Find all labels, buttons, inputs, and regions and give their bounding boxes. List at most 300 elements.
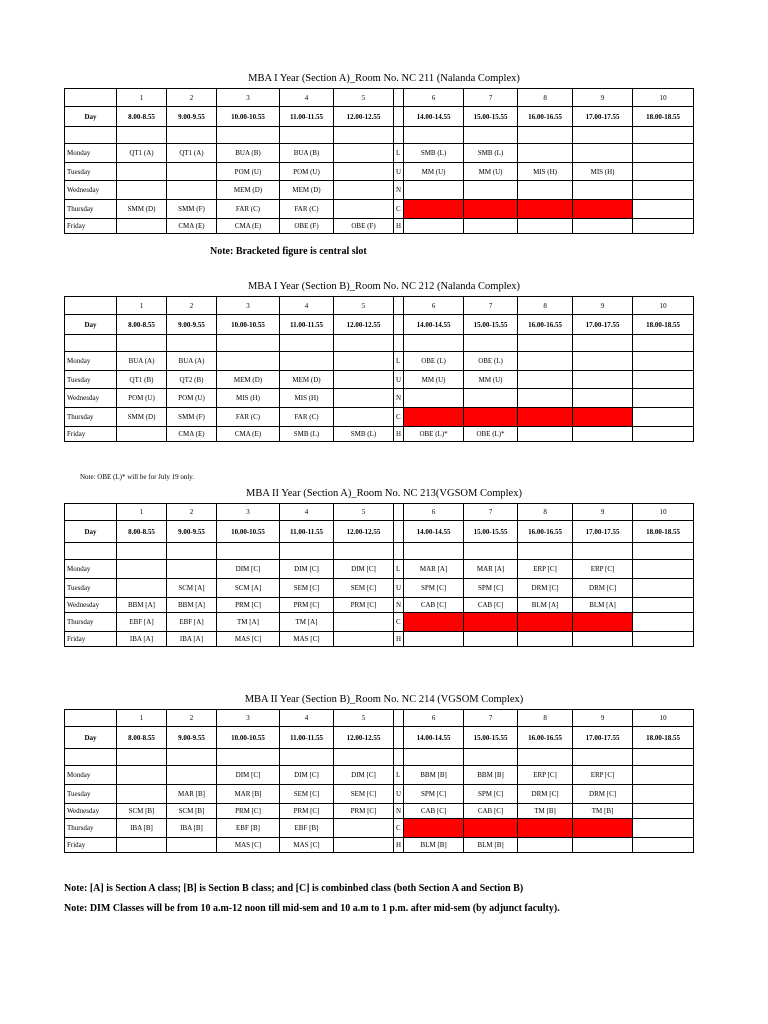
schedule-title: MBA II Year (Section B)_Room No. NC 214 (VGSOM Complex) [244, 694, 524, 705]
day-name-cell: Wednesday [65, 181, 117, 200]
class-cell: BUA (A) [117, 352, 167, 371]
class-cell [633, 219, 694, 234]
empty-cell [280, 543, 334, 560]
class-cell: MIS (H) [573, 163, 633, 181]
section-legend-note: Note: [A] is Section A class; [B] is Section B class; and [C] is combinbed class (both Section A and Section B) [64, 883, 524, 894]
empty-cell [117, 749, 167, 766]
empty-cell [404, 335, 464, 352]
class-cell: ERP [C] [518, 766, 573, 785]
class-cell [167, 181, 217, 200]
empty-cell [65, 127, 117, 144]
time-slot-cell: 9.00-9.55 [167, 315, 217, 335]
period-number-cell: 9 [573, 710, 633, 727]
class-cell: SCM [B] [167, 804, 217, 819]
class-cell: DRM [C] [518, 579, 573, 598]
class-cell: QT2 (B) [167, 371, 217, 389]
empty-cell [394, 127, 404, 144]
class-cell: POM (U) [217, 163, 280, 181]
class-cell: DIM [C] [280, 766, 334, 785]
time-slot-cell [394, 521, 404, 543]
empty-cell [217, 335, 280, 352]
time-slot-row [65, 315, 694, 335]
class-cell [334, 819, 394, 838]
time-slot-cell: 17.00-17.55 [573, 315, 633, 335]
class-cell [334, 838, 394, 853]
class-cell: MIS (H) [217, 389, 280, 408]
period-number-cell: 4 [280, 89, 334, 107]
time-slot-cell: 16.00-16.55 [518, 727, 573, 749]
period-number-cell: 1 [117, 297, 167, 315]
time-slot-cell: 18.00-18.55 [633, 727, 694, 749]
class-cell: SMM (F) [167, 200, 217, 219]
time-slot-cell: 18.00-18.55 [633, 521, 694, 543]
period-number-cell [394, 89, 404, 107]
class-cell [334, 632, 394, 647]
class-cell: IBA [A] [167, 632, 217, 647]
empty-cell [280, 335, 334, 352]
day-row [65, 819, 694, 838]
class-cell [167, 163, 217, 181]
class-cell: MEM (D) [280, 181, 334, 200]
class-cell: PRM [C] [280, 804, 334, 819]
time-slot-cell: 8.00-8.55 [117, 521, 167, 543]
time-slot-cell: 10.00-10.55 [217, 727, 280, 749]
blocked-slot-cell [404, 200, 464, 219]
class-cell: QT1 (A) [117, 144, 167, 163]
time-slot-cell: 12.00-12.55 [334, 521, 394, 543]
day-name-cell: Tuesday [65, 785, 117, 804]
day-row [65, 144, 694, 163]
period-number-cell: 9 [573, 297, 633, 315]
empty-cell [518, 335, 573, 352]
class-cell [334, 163, 394, 181]
class-cell: POM (U) [117, 389, 167, 408]
timetable [64, 88, 694, 234]
class-cell [518, 427, 573, 442]
period-number-cell: 6 [404, 710, 464, 727]
empty-cell [334, 335, 394, 352]
class-cell: MAR [A] [404, 560, 464, 579]
time-slot-cell: 17.00-17.55 [573, 521, 633, 543]
time-slot-cell: 9.00-9.55 [167, 107, 217, 127]
period-number-cell: 4 [280, 504, 334, 521]
day-row [65, 560, 694, 579]
class-cell: BLM [B] [464, 838, 518, 853]
class-cell: SEM [C] [334, 579, 394, 598]
period-number-cell: 1 [117, 504, 167, 521]
day-row [65, 181, 694, 200]
class-cell [334, 371, 394, 389]
time-slot-row [65, 727, 694, 749]
period-number-cell: 3 [217, 89, 280, 107]
class-cell: CMA (E) [167, 219, 217, 234]
class-cell: MM (U) [404, 371, 464, 389]
day-name-cell: Friday [65, 219, 117, 234]
empty-cell [404, 749, 464, 766]
class-cell [117, 219, 167, 234]
class-cell: DIM [C] [334, 560, 394, 579]
period-number-cell: 6 [404, 297, 464, 315]
class-cell [117, 838, 167, 853]
class-cell: SMB (L) [464, 144, 518, 163]
period-number-cell: 3 [217, 504, 280, 521]
class-cell [633, 352, 694, 371]
day-name-cell: Friday [65, 427, 117, 442]
lunch-letter-cell: H [394, 427, 404, 442]
period-number-cell: 8 [518, 710, 573, 727]
spacer-row [65, 127, 694, 144]
period-number-cell: 10 [633, 89, 694, 107]
class-cell: POM (U) [167, 389, 217, 408]
class-cell [633, 408, 694, 427]
class-cell: MAS [C] [280, 838, 334, 853]
class-cell: BUA (B) [217, 144, 280, 163]
class-cell: SMB (L) [334, 427, 394, 442]
class-cell: EBF [B] [280, 819, 334, 838]
period-number-row [65, 89, 694, 107]
class-cell: MAR [B] [217, 785, 280, 804]
empty-cell [394, 749, 404, 766]
time-slot-cell: 11.00-11.55 [280, 521, 334, 543]
day-row [65, 766, 694, 785]
class-cell: FAR (C) [280, 200, 334, 219]
class-cell: MM (U) [464, 371, 518, 389]
class-cell [633, 632, 694, 647]
empty-cell [167, 127, 217, 144]
class-cell [334, 144, 394, 163]
lunch-letter-cell: L [394, 766, 404, 785]
period-number-cell: 5 [334, 710, 394, 727]
period-number-cell: 2 [167, 710, 217, 727]
day-header-cell: Day [65, 521, 117, 543]
class-cell: BBM [B] [404, 766, 464, 785]
lunch-letter-cell: U [394, 785, 404, 804]
day-name-cell: Tuesday [65, 579, 117, 598]
class-cell: TM [A] [217, 613, 280, 632]
period-number-cell [394, 710, 404, 727]
blocked-slot-cell [573, 408, 633, 427]
class-cell [573, 144, 633, 163]
class-cell: IBA [A] [117, 632, 167, 647]
period-number-cell: 10 [633, 297, 694, 315]
class-cell: CMA (E) [217, 219, 280, 234]
class-cell [633, 163, 694, 181]
class-cell [167, 766, 217, 785]
class-cell: CAB [C] [464, 804, 518, 819]
class-cell [404, 181, 464, 200]
empty-cell [404, 127, 464, 144]
day-row [65, 632, 694, 647]
empty-cell [518, 749, 573, 766]
period-number-cell: 10 [633, 504, 694, 521]
class-cell [633, 838, 694, 853]
period-number-cell: 7 [464, 297, 518, 315]
class-cell: BUA (B) [280, 144, 334, 163]
class-cell: CAB [C] [464, 598, 518, 613]
period-number-cell [65, 297, 117, 315]
class-cell [117, 766, 167, 785]
class-cell: SCM [A] [217, 579, 280, 598]
class-cell: FAR (C) [280, 408, 334, 427]
class-cell [334, 613, 394, 632]
time-slot-cell: 11.00-11.55 [280, 727, 334, 749]
empty-cell [167, 335, 217, 352]
class-cell: TM [B] [518, 804, 573, 819]
period-number-cell: 10 [633, 710, 694, 727]
empty-cell [167, 543, 217, 560]
period-number-cell: 7 [464, 504, 518, 521]
class-cell [117, 560, 167, 579]
class-cell [633, 181, 694, 200]
class-cell [633, 598, 694, 613]
class-cell [464, 389, 518, 408]
timetable [64, 296, 694, 442]
empty-cell [464, 749, 518, 766]
class-cell [404, 632, 464, 647]
period-number-cell: 2 [167, 89, 217, 107]
period-number-cell: 5 [334, 89, 394, 107]
day-name-cell: Monday [65, 766, 117, 785]
class-cell: FAR (C) [217, 408, 280, 427]
period-number-row [65, 504, 694, 521]
day-row [65, 785, 694, 804]
day-row [65, 163, 694, 181]
class-cell: CMA (E) [217, 427, 280, 442]
period-number-cell: 4 [280, 710, 334, 727]
empty-cell [404, 543, 464, 560]
time-slot-cell: 15.00-15.55 [464, 107, 518, 127]
class-cell: OBE (F) [280, 219, 334, 234]
class-cell [573, 352, 633, 371]
class-cell: DIM [C] [334, 766, 394, 785]
time-slot-cell: 16.00-16.55 [518, 521, 573, 543]
class-cell [117, 579, 167, 598]
empty-cell [65, 749, 117, 766]
class-cell [117, 427, 167, 442]
period-number-cell [65, 710, 117, 727]
class-cell: MEM (D) [217, 371, 280, 389]
time-slot-row [65, 521, 694, 543]
blocked-slot-cell [464, 819, 518, 838]
class-cell: MAS [C] [217, 838, 280, 853]
period-number-cell: 3 [217, 297, 280, 315]
time-slot-cell: 12.00-12.55 [334, 107, 394, 127]
empty-cell [334, 543, 394, 560]
class-cell: MEM (D) [280, 371, 334, 389]
blocked-slot-cell [404, 408, 464, 427]
class-cell: PRM [C] [280, 598, 334, 613]
empty-cell [167, 749, 217, 766]
lunch-letter-cell: C [394, 408, 404, 427]
time-slot-cell: 12.00-12.55 [334, 727, 394, 749]
time-slot-cell [394, 107, 404, 127]
class-cell: SMB (L) [280, 427, 334, 442]
class-cell: SEM [C] [280, 785, 334, 804]
blocked-slot-cell [518, 408, 573, 427]
empty-cell [394, 543, 404, 560]
time-slot-cell: 17.00-17.55 [573, 727, 633, 749]
class-cell: CAB [C] [404, 804, 464, 819]
period-number-cell [394, 297, 404, 315]
empty-cell [117, 335, 167, 352]
period-number-cell: 1 [117, 710, 167, 727]
class-cell: EBF [A] [117, 613, 167, 632]
class-cell [573, 838, 633, 853]
lunch-letter-cell: H [394, 219, 404, 234]
class-cell: QT1 (B) [117, 371, 167, 389]
class-cell: MAS [C] [217, 632, 280, 647]
period-number-cell: 8 [518, 504, 573, 521]
class-cell: SPM [C] [404, 579, 464, 598]
period-number-cell: 9 [573, 504, 633, 521]
class-cell: SMB (L) [404, 144, 464, 163]
class-cell [404, 219, 464, 234]
class-cell [633, 144, 694, 163]
period-number-cell: 1 [117, 89, 167, 107]
period-number-cell [65, 504, 117, 521]
period-number-cell: 9 [573, 89, 633, 107]
empty-cell [117, 127, 167, 144]
class-cell [464, 632, 518, 647]
time-slot-cell: 9.00-9.55 [167, 727, 217, 749]
class-cell: BBM [A] [167, 598, 217, 613]
day-row [65, 389, 694, 408]
class-cell [518, 632, 573, 647]
class-cell [167, 838, 217, 853]
class-cell: MM (U) [464, 163, 518, 181]
day-name-cell: Wednesday [65, 389, 117, 408]
class-cell: TM [B] [573, 804, 633, 819]
class-cell: MIS (H) [280, 389, 334, 408]
day-name-cell: Monday [65, 144, 117, 163]
spacer-row [65, 335, 694, 352]
class-cell [334, 200, 394, 219]
obe-note: Note: OBE (L)* will be for July 19 only. [80, 473, 195, 481]
lunch-letter-cell: C [394, 613, 404, 632]
class-cell: SMM (F) [167, 408, 217, 427]
time-slot-cell: 8.00-8.55 [117, 107, 167, 127]
class-cell: IBA [B] [117, 819, 167, 838]
period-number-cell: 6 [404, 89, 464, 107]
blocked-slot-cell [573, 819, 633, 838]
class-cell [404, 389, 464, 408]
class-cell [633, 389, 694, 408]
class-cell: TM [A] [280, 613, 334, 632]
empty-cell [280, 127, 334, 144]
blocked-slot-cell [404, 819, 464, 838]
day-header-cell: Day [65, 315, 117, 335]
class-cell: ERP [C] [573, 560, 633, 579]
day-name-cell: Thursday [65, 819, 117, 838]
empty-cell [334, 127, 394, 144]
class-cell [117, 163, 167, 181]
time-slot-cell: 15.00-15.55 [464, 521, 518, 543]
time-slot-cell [394, 315, 404, 335]
time-slot-cell: 8.00-8.55 [117, 315, 167, 335]
empty-cell [573, 335, 633, 352]
class-cell: MAR [B] [167, 785, 217, 804]
blocked-slot-cell [518, 200, 573, 219]
empty-cell [518, 543, 573, 560]
class-cell: DIM [C] [217, 560, 280, 579]
class-cell: CMA (E) [167, 427, 217, 442]
empty-cell [334, 749, 394, 766]
timetable [64, 503, 694, 647]
period-number-cell: 8 [518, 297, 573, 315]
class-cell: SPM [C] [464, 785, 518, 804]
day-row [65, 579, 694, 598]
class-cell [633, 200, 694, 219]
day-name-cell: Thursday [65, 613, 117, 632]
period-number-cell: 7 [464, 89, 518, 107]
class-cell: OBE (L) [404, 352, 464, 371]
class-cell [334, 389, 394, 408]
empty-cell [464, 543, 518, 560]
empty-cell [65, 543, 117, 560]
empty-cell [573, 749, 633, 766]
class-cell: SCM [B] [117, 804, 167, 819]
lunch-letter-cell: H [394, 838, 404, 853]
empty-cell [394, 335, 404, 352]
class-cell [633, 613, 694, 632]
class-cell: CAB [C] [404, 598, 464, 613]
class-cell [518, 371, 573, 389]
class-cell: MM (U) [404, 163, 464, 181]
lunch-letter-cell: N [394, 598, 404, 613]
class-cell [573, 632, 633, 647]
lunch-letter-cell: U [394, 579, 404, 598]
class-cell: SEM [C] [280, 579, 334, 598]
spacer-row [65, 749, 694, 766]
class-cell [117, 181, 167, 200]
empty-cell [217, 749, 280, 766]
class-cell [518, 219, 573, 234]
class-cell: QT1 (A) [167, 144, 217, 163]
class-cell [518, 352, 573, 371]
class-cell: PRM [C] [334, 598, 394, 613]
lunch-letter-cell: H [394, 632, 404, 647]
day-name-cell: Wednesday [65, 598, 117, 613]
time-slot-cell: 14.00-14.55 [404, 727, 464, 749]
empty-cell [117, 543, 167, 560]
class-cell [518, 838, 573, 853]
class-cell [633, 819, 694, 838]
class-cell [633, 427, 694, 442]
class-cell [633, 766, 694, 785]
class-cell [573, 389, 633, 408]
schedule-title: MBA II Year (Section A)_Room No. NC 213(VGSOM Complex) [246, 488, 522, 499]
time-slot-cell: 9.00-9.55 [167, 521, 217, 543]
time-slot-cell: 18.00-18.55 [633, 315, 694, 335]
lunch-letter-cell: C [394, 819, 404, 838]
class-cell: BUA (A) [167, 352, 217, 371]
central-slot-note: Note: Bracketed figure is central slot [210, 246, 367, 257]
class-cell: OBE (L) [464, 352, 518, 371]
day-row [65, 371, 694, 389]
class-cell: BLM [B] [404, 838, 464, 853]
day-row [65, 219, 694, 234]
class-cell: DIM [C] [280, 560, 334, 579]
class-cell [573, 427, 633, 442]
class-cell: SMM (D) [117, 408, 167, 427]
day-row [65, 200, 694, 219]
lunch-letter-cell: U [394, 371, 404, 389]
empty-cell [633, 335, 694, 352]
class-cell: SEM [C] [334, 785, 394, 804]
day-name-cell: Thursday [65, 408, 117, 427]
class-cell: BLM [A] [573, 598, 633, 613]
class-cell [464, 219, 518, 234]
